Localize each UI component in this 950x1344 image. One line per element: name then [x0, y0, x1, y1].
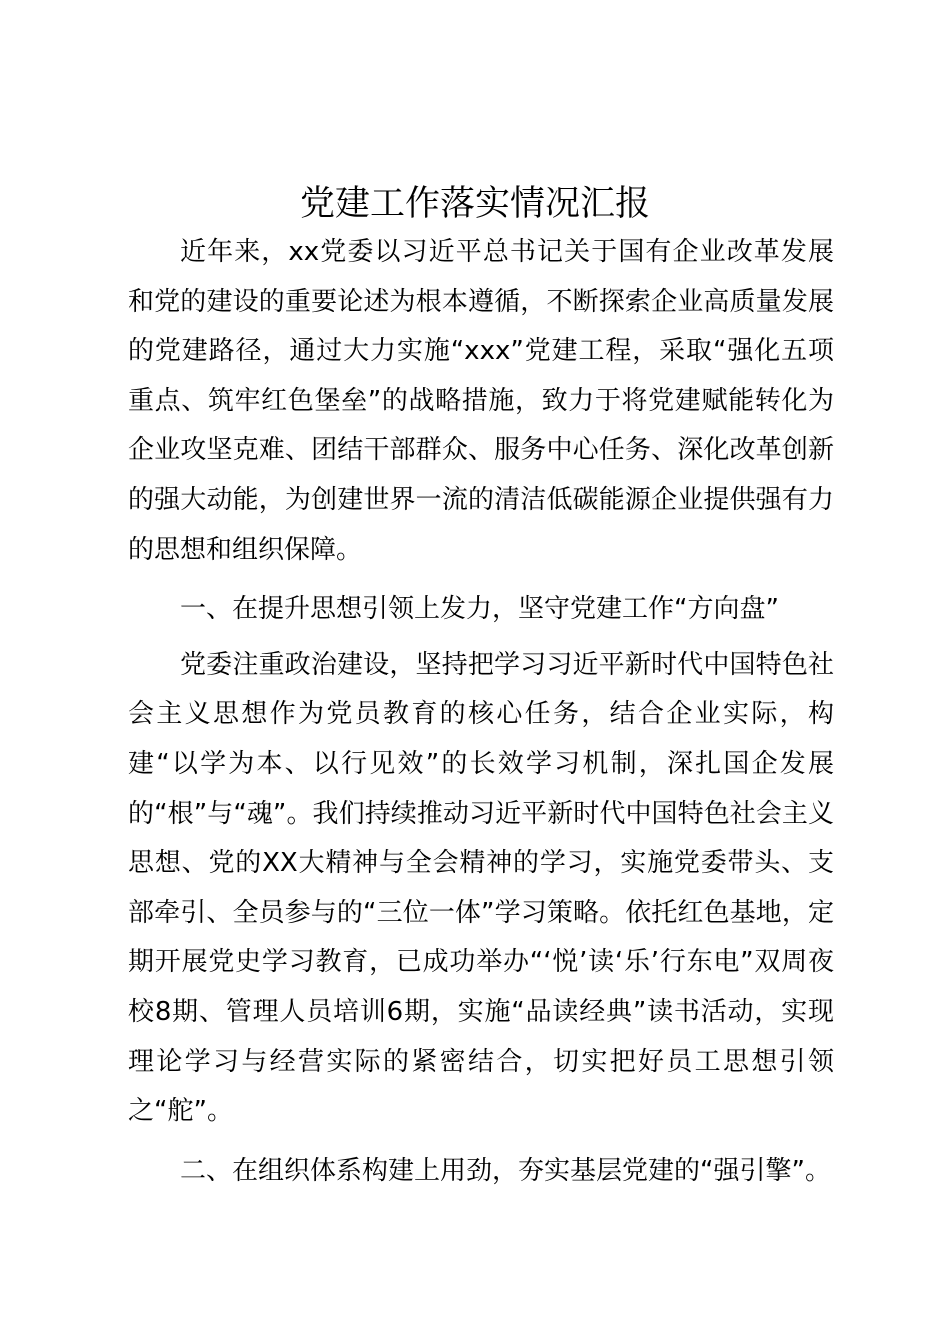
intro-paragraph: 近年来，xx党委以习近平总书记关于国有企业改革发展和党的建设的重要论述为根本遵循，不断探索企业高质量发展的党建路径，通过大力实施“xxx”党建工程，采取“强化五项重点、筑牢红色堡垒”的战略措施，致力于将党建赋能转化为企业攻坚克难、团结干部群众、服务中心任务、深化改革创新的强大动能，为创建世界一流的清洁低碳能源企业提供强有力的思想和组织保障。 [128, 237, 834, 565]
document-body [128, 228, 834, 1202]
section-heading-1: 一、在提升思想引领上发力，坚守党建工作“方向盘” [180, 594, 779, 625]
section-heading-2: 二、在组织体系构建上用劲，夯实基层党建的“强引擎”。 [180, 1155, 831, 1186]
section-1-paragraph: 党委注重政治建设，坚持把学习习近平新时代中国特色社会主义思想作为党员教育的核心任务，结合企业实际，构建“以学为本、以行见效”的长效学习机制，深扎国企发展的“根”与“魂”。我们持续推动习近平新时代中国特色社会主义思想、党的XX大精神与全会精神的学习，实施党委带头、支部牵引、全员参与的“三位一体”学习策略。依托红色基地，定期开展党史学习教育，已成功举办“‘悦’读‘乐’行东电”双周夜校8期、管理人员培训6期，实施“品读经典”读书活动，实现理论学习与经营实际的紧密结合，切实把好员工思想引领之“舵”。 [128, 649, 834, 1127]
document-title: 党建工作落实情况汇报 [299, 184, 650, 224]
